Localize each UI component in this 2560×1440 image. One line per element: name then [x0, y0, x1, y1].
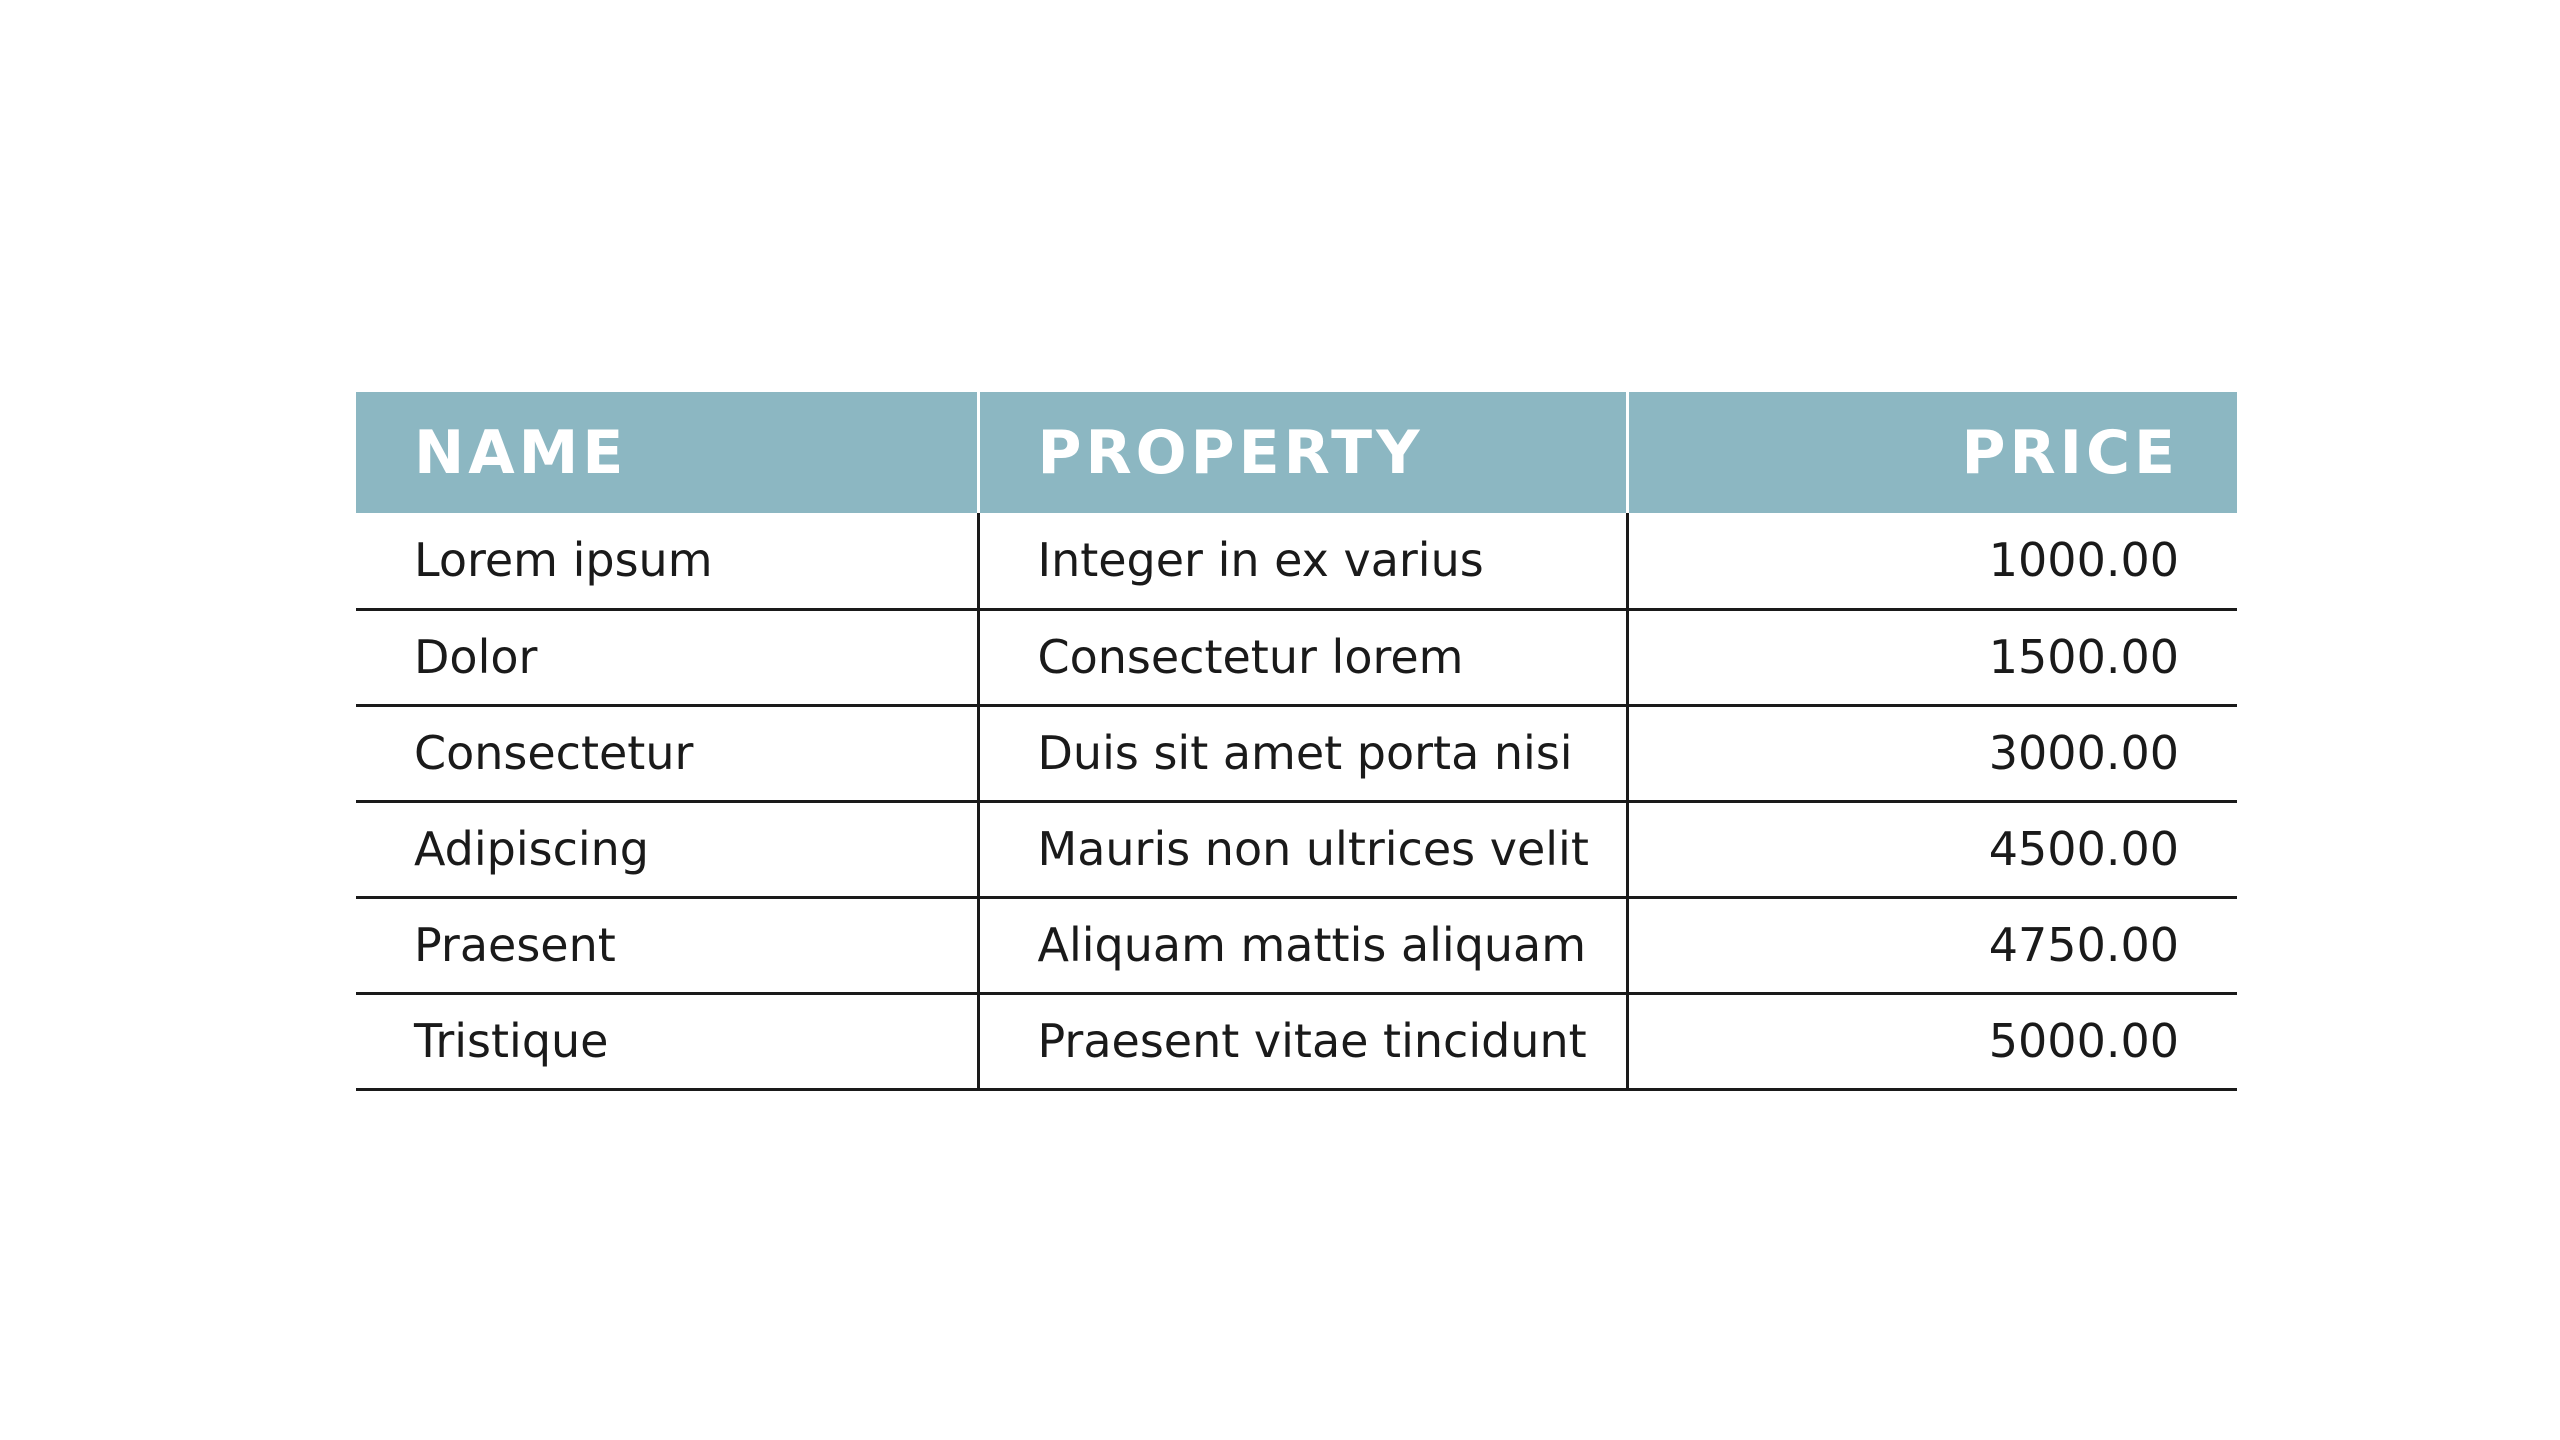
table-row: [356, 993, 2237, 1089]
cell-price: 1500.00: [1627, 609, 2237, 705]
cell-price: 5000.00: [1627, 993, 2237, 1089]
cell-price: 4500.00: [1627, 801, 2237, 897]
header-price: PRICE: [1627, 392, 2237, 513]
price-table-container: [356, 392, 2237, 1091]
header-row: [356, 392, 2237, 513]
cell-property: Praesent vitae tincidunt: [978, 993, 1627, 1089]
cell-name: Consectetur: [356, 705, 978, 801]
table-body: [356, 513, 2237, 1089]
cell-name: Praesent: [356, 897, 978, 993]
table-row: [356, 609, 2237, 705]
cell-name: Dolor: [356, 609, 978, 705]
cell-price: 3000.00: [1627, 705, 2237, 801]
cell-property: Integer in ex varius: [978, 513, 1627, 609]
table-row: [356, 897, 2237, 993]
cell-property: Aliquam mattis aliquam: [978, 897, 1627, 993]
cell-name: Adipiscing: [356, 801, 978, 897]
table-row: [356, 801, 2237, 897]
header-name: NAME: [356, 392, 978, 513]
cell-price: 4750.00: [1627, 897, 2237, 993]
table-header: [356, 392, 2237, 513]
header-property: PROPERTY: [978, 392, 1627, 513]
cell-price: 1000.00: [1627, 513, 2237, 609]
cell-name: Tristique: [356, 993, 978, 1089]
cell-name: Lorem ipsum: [356, 513, 978, 609]
table-row: [356, 513, 2237, 609]
cell-property: Mauris non ultrices velit: [978, 801, 1627, 897]
price-table: [356, 392, 2237, 1091]
cell-property: Duis sit amet porta nisi: [978, 705, 1627, 801]
cell-property: Consectetur lorem: [978, 609, 1627, 705]
table-row: [356, 705, 2237, 801]
